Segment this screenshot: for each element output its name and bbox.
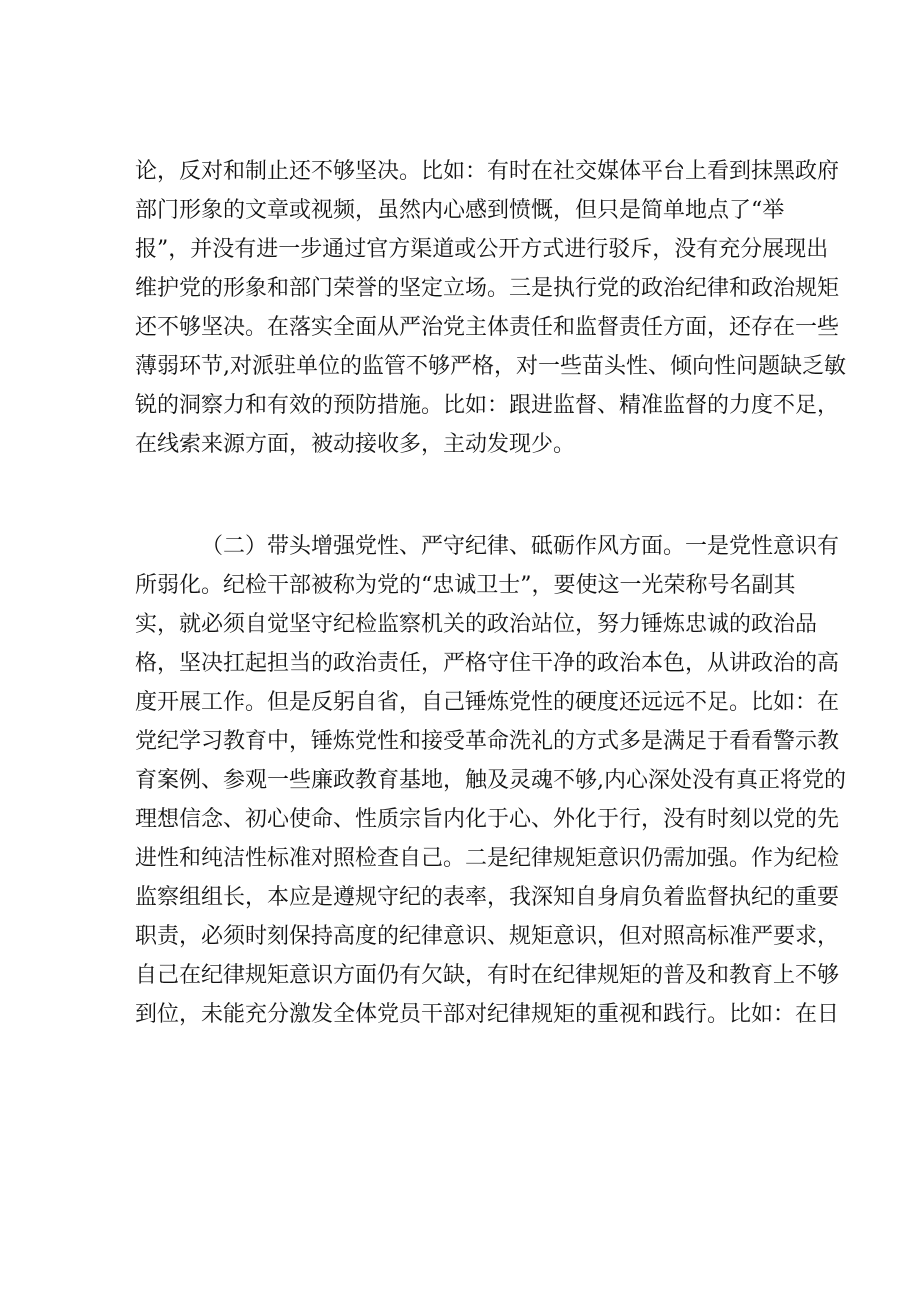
paragraph-line: 薄弱环节,对派驻单位的监管不够严格，对一些苗头性、倾向性问题缺乏敏 <box>135 354 846 379</box>
paragraph-line: 实，就必须自觉坚守纪检监察机关的政治站位，努力锤炼忠诚的政治品 <box>135 612 818 637</box>
paragraph-continuation <box>135 152 846 464</box>
paragraph-line: 职责，必须时刻保持高度的纪律意识、规矩意识，但对照高标准严要求， <box>135 924 840 949</box>
paragraph-line: 所弱化。纪检干部被称为党的“忠诚卫士”，要使这一光荣称号名副其 <box>135 573 796 598</box>
paragraph-line: 锐的洞察力和有效的预防措施。比如：跟进监督、精准监督的力度不足， <box>135 393 840 418</box>
paragraph-last-line: 在线索来源方面，被动接收多，主动发现少。 <box>135 432 576 457</box>
paragraph-line: 度开展工作。但是反躬自省，自己锤炼党性的硬度还远远不足。比如：在 <box>135 690 840 715</box>
paragraph-line: 自己在纪律规矩意识方面仍有欠缺，有时在纪律规矩的普及和教育上不够 <box>135 963 840 988</box>
paragraph-line: 还不够坚决。在落实全面从严治党主体责任和监督责任方面，还存在一些 <box>135 315 840 340</box>
paragraph-line: 育案例、参观一些廉政教育基地，触及灵魂不够,内心深处没有真正将党的 <box>135 768 846 793</box>
paragraph-line: 监察组组长，本应是遵规守纪的表率，我深知自身肩负着监督执纪的重要 <box>135 885 840 910</box>
paragraph-section-two <box>135 527 846 1034</box>
paragraph-line: 论，反对和制止还不够坚决。比如：有时在社交媒体平台上看到抹黑政府 <box>135 159 840 184</box>
paragraph-line: 维护党的形象和部门荣誉的坚定立场。三是执行党的政治纪律和政治规矩 <box>135 276 840 301</box>
paragraph-line: 到位，未能充分激发全体党员干部对纪律规矩的重视和践行。比如：在日 <box>135 1002 840 1027</box>
paragraph-line: 格，坚决扛起担当的政治责任，严格守住干净的政治本色，从讲政治的高 <box>135 651 840 676</box>
paragraph-line: 理想信念、初心使命、性质宗旨内化于心、外化于行，没有时刻以党的先 <box>135 807 840 832</box>
paragraph-line: 部门形象的文章或视频，虽然内心感到愤慨，但只是简单地点了“举 <box>135 198 785 223</box>
paragraph-line: 进性和纯洁性标准对照检查自己。二是纪律规矩意识仍需加强。作为纪检 <box>135 846 840 871</box>
paragraph-line: 党纪学习教育中，锤炼党性和接受革命洗礼的方式多是满足于看看警示教 <box>135 729 840 754</box>
paragraph-line: 报”，并没有进一步通过官方渠道或公开方式进行驳斥，没有充分展现出 <box>135 237 829 262</box>
section-heading-line: （二）带头增强党性、严守纪律、砥砺作风方面。一是党性意识有 <box>201 534 840 559</box>
